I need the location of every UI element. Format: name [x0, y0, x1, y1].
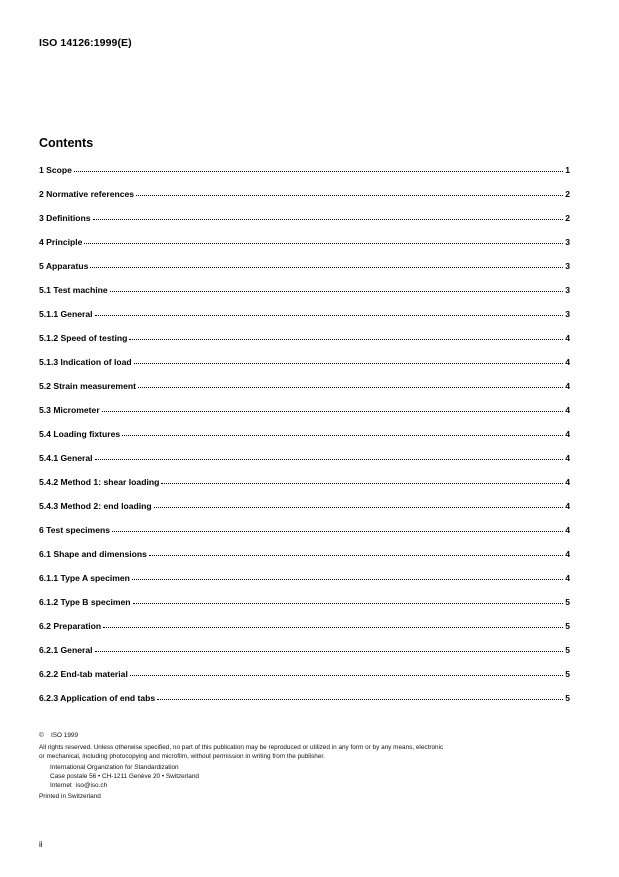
- toc-entry-6-2-1-general[interactable]: [39, 643, 570, 667]
- copyright-icon: ©: [39, 732, 44, 739]
- toc-entry-5-1-3-indication-of-load[interactable]: [39, 355, 570, 379]
- rights-notice: [39, 743, 584, 761]
- dot-leader: [134, 355, 563, 365]
- toc-entry-6-1-1-type-a-specimen[interactable]: [39, 571, 570, 595]
- toc-entry-page: 2: [565, 189, 570, 199]
- toc-entry-5-1-test-machine[interactable]: [39, 283, 570, 307]
- toc-entry-6-2-3-application-of-end-tabs[interactable]: [39, 691, 570, 715]
- dot-leader: [161, 475, 563, 485]
- toc-entry-label: 5.4 Loading fixtures: [39, 429, 121, 439]
- toc-entry-label: 5.1.2 Speed of testing: [39, 333, 128, 343]
- toc-entry-5-4-1-general[interactable]: [39, 451, 570, 475]
- toc-entry-2-normative-references[interactable]: [39, 187, 570, 211]
- dot-leader: [90, 259, 563, 269]
- rights-line-1: All rights reserved. Unless otherwise specified, no part of this publication may be reproduced or utilized in any form or by any means, electronic: [39, 744, 444, 751]
- toc-entry-page: 4: [565, 573, 570, 583]
- toc-entry-label: 5.2 Strain measurement: [39, 381, 136, 391]
- toc-entry-5-4-3-method-2-end-loading[interactable]: [39, 499, 570, 523]
- internet-label: Internet: [50, 782, 72, 789]
- toc-entry-page: 4: [565, 429, 570, 439]
- toc-entry-page: 4: [565, 549, 570, 559]
- toc-entry-page: 3: [565, 261, 570, 271]
- toc-entry-6-1-2-type-b-specimen[interactable]: [39, 595, 570, 619]
- postal-address: Case postale 56 • CH-1211 Genève 20 • Switzerland: [50, 773, 199, 780]
- dot-leader: [154, 499, 563, 509]
- toc-entry-5-2-strain-measurement[interactable]: [39, 379, 570, 403]
- copyright-footer: [39, 731, 584, 801]
- toc-entry-label: 5.1.3 Indication of load: [39, 357, 132, 367]
- toc-entry-label: 3 Definitions: [39, 213, 91, 223]
- document-id: ISO 14126:1999(E): [39, 37, 132, 49]
- dot-leader: [136, 187, 563, 197]
- toc-entry-5-1-1-general[interactable]: [39, 307, 570, 331]
- toc-entry-6-2-2-end-tab-material[interactable]: [39, 667, 570, 691]
- toc-entry-label: 5.4.1 General: [39, 453, 93, 463]
- toc-entry-5-3-micrometer[interactable]: [39, 403, 570, 427]
- toc-entry-label: 6.1.1 Type A specimen: [39, 573, 130, 583]
- toc-entry-page: 5: [565, 597, 570, 607]
- toc-entry-5-1-2-speed-of-testing[interactable]: [39, 331, 570, 355]
- toc-entry-page: 5: [565, 645, 570, 655]
- toc-entry-page: 4: [565, 453, 570, 463]
- dot-leader: [112, 523, 563, 533]
- dot-leader: [95, 307, 563, 317]
- dot-leader: [129, 331, 563, 341]
- rights-line-2: or mechanical, including photocopying and microfilm, without permission in writing from the publisher.: [39, 753, 325, 760]
- dot-leader: [122, 427, 563, 437]
- toc-entry-6-2-preparation[interactable]: [39, 619, 570, 643]
- contents-heading: Contents: [39, 136, 94, 150]
- dot-leader: [95, 643, 563, 653]
- toc-entry-page: 3: [565, 309, 570, 319]
- toc-entry-5-apparatus[interactable]: [39, 259, 570, 283]
- dot-leader: [95, 451, 563, 461]
- page-number: ii: [39, 840, 43, 849]
- toc-entry-label: 5.3 Micrometer: [39, 405, 100, 415]
- toc-entry-label: 5.4.3 Method 2: end loading: [39, 501, 152, 511]
- dot-leader: [149, 547, 563, 557]
- toc-entry-label: 4 Principle: [39, 237, 83, 247]
- dot-leader: [133, 595, 563, 605]
- toc-entry-label: 6 Test specimens: [39, 525, 111, 535]
- toc-entry-label: 5.1.1 General: [39, 309, 93, 319]
- toc-entry-5-4-loading-fixtures[interactable]: [39, 427, 570, 451]
- toc-entry-page: 3: [565, 237, 570, 247]
- toc-entry-page: 1: [565, 165, 570, 175]
- internet-line: [50, 781, 584, 790]
- toc-entry-6-test-specimens[interactable]: [39, 523, 570, 547]
- toc-entry-label: 5 Apparatus: [39, 261, 89, 271]
- toc-entry-label: 5.1 Test machine: [39, 285, 108, 295]
- toc-entry-label: 6.1 Shape and dimensions: [39, 549, 147, 559]
- publisher-address: [39, 763, 584, 790]
- toc-entry-page: 4: [565, 381, 570, 391]
- toc-entry-label: 6.2.1 General: [39, 645, 93, 655]
- dot-leader: [74, 163, 563, 173]
- dot-leader: [103, 619, 563, 629]
- toc-entry-6-1-shape-and-dimensions[interactable]: [39, 547, 570, 571]
- toc-entry-page: 4: [565, 501, 570, 511]
- toc-entry-4-principle[interactable]: [39, 235, 570, 259]
- toc-entry-label: 5.4.2 Method 1: shear loading: [39, 477, 160, 487]
- dot-leader: [102, 403, 563, 413]
- dot-leader: [132, 571, 563, 581]
- dot-leader: [93, 211, 563, 221]
- toc-entry-label: 6.2.2 End-tab material: [39, 669, 128, 679]
- toc-entry-label: 6.2 Preparation: [39, 621, 102, 631]
- dot-leader: [130, 667, 563, 677]
- toc-entry-page: 4: [565, 477, 570, 487]
- toc-entry-page: 5: [565, 693, 570, 703]
- copyright-text: ISO 1999: [51, 732, 79, 739]
- toc-entry-5-4-2-method-1-shear-loading[interactable]: [39, 475, 570, 499]
- copyright-line: [39, 731, 584, 740]
- toc-entry-page: 4: [565, 525, 570, 535]
- toc-entry-1-scope[interactable]: [39, 163, 570, 187]
- toc-entry-page: 2: [565, 213, 570, 223]
- toc-entry-page: 5: [565, 669, 570, 679]
- toc-entry-page: 4: [565, 357, 570, 367]
- dot-leader: [138, 379, 563, 389]
- toc-entry-label: 6.1.2 Type B specimen: [39, 597, 131, 607]
- toc-entry-label: 2 Normative references: [39, 189, 135, 199]
- toc-entry-label: 6.2.3 Application of end tabs: [39, 693, 156, 703]
- toc-entry-page: 4: [565, 405, 570, 415]
- toc-entry-page: 3: [565, 285, 570, 295]
- dot-leader: [84, 235, 563, 245]
- dot-leader: [110, 283, 563, 293]
- toc-entry-page: 4: [565, 333, 570, 343]
- dot-leader: [157, 691, 563, 701]
- toc-entry-page: 5: [565, 621, 570, 631]
- table-of-contents: [39, 163, 570, 715]
- printed-in: Printed in Switzerland: [39, 793, 101, 800]
- organization-name: International Organization for Standardization: [50, 764, 179, 771]
- email-link[interactable]: iso@iso.ch: [75, 782, 108, 789]
- toc-entry-3-definitions[interactable]: [39, 211, 570, 235]
- toc-entry-label: 1 Scope: [39, 165, 72, 175]
